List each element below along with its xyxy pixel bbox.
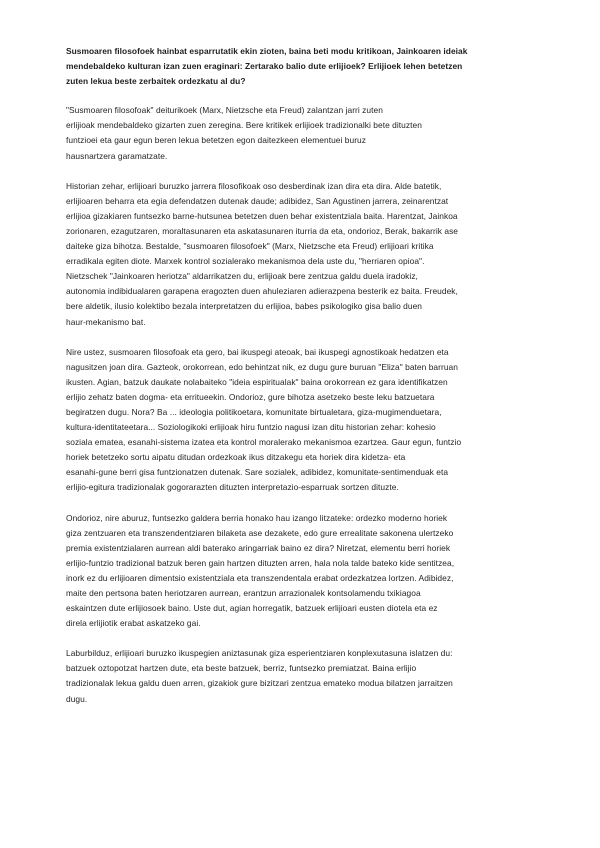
text-line: erlijioak mendebaldeko gizarten zuen zeregina. Bere kritikek erlijioek tradizionalki bete dituzten [66,120,422,131]
text-line: Laburbilduz, erlijioari buruzko ikuspegien aniztasunak giza esperientziaren konplexutasuna islatzen du: [66,648,453,659]
text-line: bere aldetik, ilusio kolektibo bezala interpretatzen du erlijioa, babes psikologiko gisa balio duen [66,301,422,312]
paragraph-opinion [66,345,540,496]
text-line: giza zentzuaren eta transzendentziaren bilaketa ase dezakete, edo gure errealitate sakonena ulertzeko [66,527,454,538]
text-line: Susmoaren filosofoek hainbat esparrutatik ekin zioten, baina beti modu kritikoan, Jainkoaren ideiak [66,46,468,56]
essay-question-heading [66,44,540,89]
text-line: Nietzschek "Jainkoaren heriotza" aldarrikatzen du, erlijioak bere zentzua galdu duela iradokiz, [66,271,418,282]
text-line: eskaintzen dute erlijiosoek baino. Uste dut, agian horregatik, batzuek erlijioari eusten diotela eta ez [66,603,438,614]
text-line: nagusitzen joan dira. Gazteok, orokorrean, edo behintzat nik, ez dugu gure buruan "Eliza" baten barruan [66,361,458,372]
text-line: Ondorioz, nire aburuz, funtsezko galdera berria honako hau izango litzateke: ordezko moderno horiek [66,512,448,523]
text-line: horiek betetzeko sortu aipatu ditudan ordezkoak ikus ditzakegu eta horiek dira kidetza- eta [66,452,406,463]
text-line: direla erlijiotik erabat askatzeko gai. [66,618,201,629]
text-line: funtzioei eta gaur egun beren lekua betetzen egon daitezkeen elementuei buruz [66,135,366,146]
text-line: erradikala egiten diote. Marxek kontrol sozialerako mekanismoa dela uste du, "herriaren opioa". [66,256,425,267]
text-line: erlijioa gizakiaren funtsezko barne-hutsunea betetzen duen behar existentziala baita. Harentzat, Jainkoa [66,210,458,221]
text-line: erlijio-funtzio tradizional batzuk beren gain hartzen dituzten arren, hala nola talde bateko kide sentitzea, [66,557,455,568]
text-line: zuten lekua beste zerbaitek ordezkatu al du? [66,76,246,87]
paragraph-introduction [66,103,540,163]
text-line: haur-mekanismo bat. [66,316,146,327]
text-line: erlijioaren beharra eta egia defendatzen dutenak daude; adibidez, San Agustinen jarrera, zeinarentzat [66,195,449,206]
text-line: hausnartzera garamatzate. [66,150,168,161]
text-line: dugu. [66,693,88,704]
paragraph-conclusion [66,646,540,706]
text-line: maite den pertsona baten heriotzaren aurrean, erantzun arrazionalek kontsolamendu txikiagoa [66,588,421,598]
text-line: tradizionalak lekua galdu duen arren, gizakiok gure bizitzari zentzua emateko modua bilatzen jarraitzen [66,678,453,689]
text-line: Historian zehar, erlijioari buruzko jarrera filosofikoak oso desberdinak izan dira eta dira. Alde batetik, [66,180,442,191]
text-line: soziala ematea, esanahi-sistema izatea eta kontrol moralerako mekanismoa ezartzea. Gaur egun, funtzio [66,437,462,448]
text-line: premia existentzialaren aurrean aldi baterako aringarriak baino ez dira? Niretzat, elementu berri horiek [66,542,451,553]
text-line: erlijio zehatz baten dogma- eta erritueekin. Ondorioz, gure bihotza asetzeko beste leku batzuetara [66,391,435,402]
text-line: daiteke giza bihotza. Bestalde, "susmoaren filosofoek" (Marx, Nietzsche eta Freud) erlijioari kritika [66,241,434,252]
text-line: batzuek oztopotzat hartzen dute, eta beste batzuek, berriz, funtsezko premiatzat. Baina erlijio [66,663,417,674]
text-line: esanahi-gune berri gisa funtzionatzen dutenak. Sare sozialek, adibidez, komunitate-sentimenduak eta [66,467,449,478]
paragraph-history [66,179,540,330]
text-line: zorionaren, ezagutzaren, moraltasunaren eta askatasunaren iturria da eta, ondorioz, Berak, bakarrik ase [66,225,459,236]
text-line: ikusten. Agian, batzuk daukate nolabaiteko "ideia espiritualak" baina orokorrean ez gara identifikatzen [66,376,448,387]
text-line: "Susmoaren filosofoak" deiturikoek (Marx, Nietzsche eta Freud) zalantzan jarri zuten [66,105,383,116]
text-line: kultura-identitateetara... Soziologikoki erlijioak hiru funtzio nagusi izan ditu historian zehar: kohesio [66,422,436,433]
text-line: autonomia indibidualaren garapena eragozten duen ahuleziaren adierazpena besterik ez baita. Freudek, [66,286,458,297]
paragraph-question [66,511,540,632]
text-line: mendebaldeko kulturan izan zuen eraginari: Zertarako balio dute erlijioek? Erlijioek lehen betetzen [66,61,463,72]
text-line: Nire ustez, susmoaren filosofoak eta gero, bai ikuspegi ateoak, bai ikuspegi agnostikoak hedatzen eta [66,346,449,357]
text-line: begiratzen dugu. Nora? Ba ... ideologia politikoetara, komunitate birtualetara, giza-mugimenduetara, [66,406,442,417]
text-line: erlijio-egitura tradizionalak gogorarazten dituzten interpretazio-esparruak sortzen dituzte. [66,482,399,493]
text-line: inork ez du erlijioaren dimentsio existentziala eta transzendentala erabat ordezkatzea lortzen. Adibidez, [66,572,454,583]
